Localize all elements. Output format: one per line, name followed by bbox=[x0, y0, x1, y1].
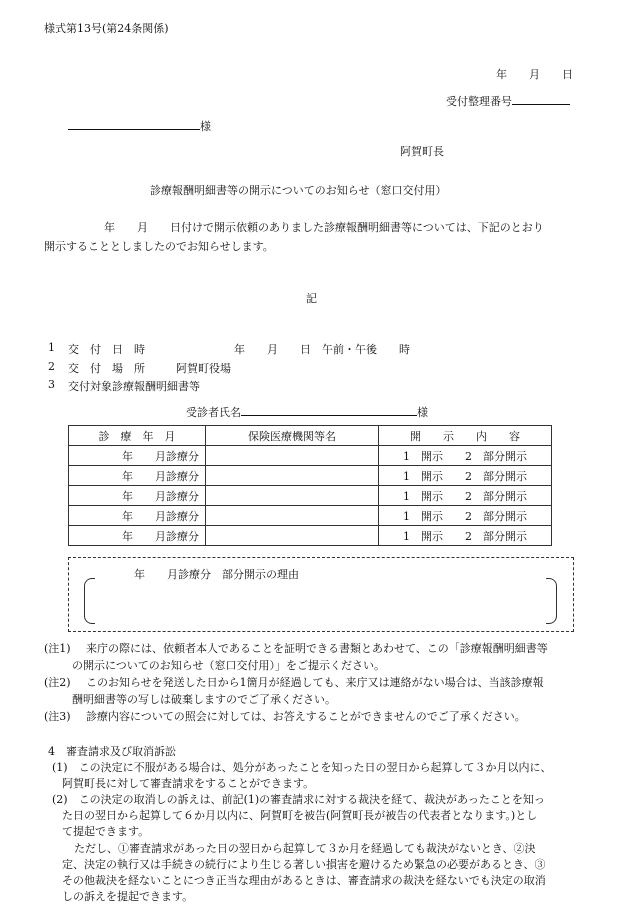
table-row bbox=[69, 506, 552, 526]
table-row bbox=[69, 446, 552, 466]
patient-name-suffix: 様 bbox=[417, 406, 428, 419]
patient-name-label: 受診者氏名 bbox=[186, 406, 241, 419]
appeal-p3-line-4: しの訴えを提起できます。 bbox=[62, 890, 194, 903]
appeal-p2-line-1: (2) この決定の取消しの訴えは、前記(1)の審査請求に対する裁決を経て、裁決があったことを知っ bbox=[52, 793, 545, 806]
appeal-p2-line-2: た日の翌日から起算して６か月以内に、阿賀町を被告(阿賀町長が被告の代表者となります。)とし bbox=[62, 809, 538, 822]
appeal-heading: 4 審査請求及び取消訴訟 bbox=[48, 745, 176, 758]
cell-institution[interactable] bbox=[206, 486, 379, 506]
item-3-label: 交付対象診療報酬明細書等 bbox=[68, 380, 200, 393]
item-2-label: 交 付 場 所 bbox=[68, 362, 145, 375]
cell-institution[interactable] bbox=[206, 446, 379, 466]
partial-disclosure-reason-field[interactable] bbox=[98, 580, 542, 620]
table-row bbox=[69, 526, 552, 546]
appeal-p3-line-2: 定、決定の執行又は手続きの続行により生じる著しい損害を避けるため緊急の必要があるとき、③ bbox=[62, 858, 546, 871]
receipt-number-label: 受付整理番号 bbox=[446, 95, 512, 108]
item-1-number: 1 bbox=[48, 341, 55, 354]
table-header-row bbox=[69, 426, 552, 446]
appeal-p3-line-1: ただし、①審査請求があった日の翌日から起算して３か月を経過しても裁決がないとき、②決 bbox=[74, 842, 536, 855]
patient-name-row bbox=[186, 403, 428, 420]
cell-visit-month: 年 月診療分 bbox=[69, 466, 206, 486]
note-2-line-2: 酬明細書等の写しは破棄しますのでご了承ください。 bbox=[72, 693, 336, 706]
note-2-tag: (注2) bbox=[44, 676, 71, 689]
cell-institution[interactable] bbox=[206, 526, 379, 546]
note-1-line-2: の開示についてのお知らせ（窓口交付用）」をご提示ください。 bbox=[72, 659, 385, 672]
document-title: 診療報酬明細書等の開示についてのお知らせ（窓口交付用） bbox=[150, 184, 447, 197]
note-2-line-1: このお知らせを発送した日から1箇月が経過しても、来庁又は連絡がない場合は、当該診療報 bbox=[86, 676, 544, 689]
appeal-p1-line-2: 阿賀町長に対して審査請求をすることができます。 bbox=[62, 777, 315, 790]
table-row bbox=[69, 486, 552, 506]
appeal-p1-line-1: (1) この決定に不服がある場合は、処分があったことを知った日の翌日から起算して３か月以内に、 bbox=[52, 761, 552, 774]
cell-disclosure-type[interactable]: 1 開示 2 部分開示 bbox=[379, 466, 552, 486]
date-line: 年 月 日 bbox=[496, 68, 573, 81]
header-institution: 保険医療機関等名 bbox=[206, 426, 379, 446]
note-1-tag: (注1) bbox=[44, 642, 71, 655]
item-2-value: 阿賀町役場 bbox=[176, 362, 231, 375]
item-1-value: 年 月 日 午前・午後 時 bbox=[234, 343, 410, 356]
cell-disclosure-type[interactable]: 1 開示 2 部分開示 bbox=[379, 446, 552, 466]
cell-disclosure-type[interactable]: 1 開示 2 部分開示 bbox=[379, 486, 552, 506]
note-3-line-1: 診療内容についての照会に対しては、お答えすることができませんのでご了承ください。 bbox=[86, 710, 526, 723]
appeal-p2-line-3: て提起できます。 bbox=[62, 825, 150, 838]
receipt-number-blank[interactable] bbox=[512, 92, 570, 105]
header-visit-month: 診 療 年 月 bbox=[69, 426, 206, 446]
item-2-number: 2 bbox=[48, 360, 55, 373]
patient-name-blank[interactable] bbox=[241, 403, 417, 416]
addressee-suffix: 様 bbox=[200, 120, 211, 133]
header-disclosure-content: 開 示 内 容 bbox=[379, 426, 552, 446]
intro-line-2: 開示することとしましたのでお知らせします。 bbox=[44, 240, 274, 253]
cell-institution[interactable] bbox=[206, 506, 379, 526]
receipt-number-row bbox=[446, 92, 570, 109]
cell-institution[interactable] bbox=[206, 466, 379, 486]
right-bracket bbox=[546, 578, 557, 624]
disclosure-table bbox=[68, 425, 552, 546]
cell-visit-month: 年 月診療分 bbox=[69, 446, 206, 466]
form-number: 様式第13号(第24条関係) bbox=[44, 22, 169, 35]
ki-heading: 記 bbox=[306, 292, 317, 305]
cell-visit-month: 年 月診療分 bbox=[69, 506, 206, 526]
appeal-p3-line-3: その他裁決を経ないことにつき正当な理由があるときは、審査請求の裁決を経ないでも決定の取消 bbox=[62, 874, 546, 887]
issuer: 阿賀町長 bbox=[400, 145, 444, 158]
note-3-tag: (注3) bbox=[44, 710, 71, 723]
note-1-line-1: 来庁の際には、依頼者本人であることを証明できる書類とあわせて、この「診療報酬明細書等 bbox=[86, 642, 548, 655]
addressee-row bbox=[68, 117, 211, 134]
left-bracket bbox=[84, 578, 95, 624]
item-1-label: 交 付 日 時 bbox=[68, 343, 145, 356]
cell-visit-month: 年 月診療分 bbox=[69, 526, 206, 546]
cell-visit-month: 年 月診療分 bbox=[69, 486, 206, 506]
addressee-blank[interactable] bbox=[68, 117, 200, 130]
item-3-number: 3 bbox=[48, 378, 55, 391]
cell-disclosure-type[interactable]: 1 開示 2 部分開示 bbox=[379, 506, 552, 526]
partial-disclosure-reason-label: 年 月診療分 部分開示の理由 bbox=[134, 568, 299, 581]
table-row bbox=[69, 466, 552, 486]
cell-disclosure-type[interactable]: 1 開示 2 部分開示 bbox=[379, 526, 552, 546]
intro-line-1: 年 月 日付けで開示依頼のありました診療報酬明細書等については、下記のとおり bbox=[104, 221, 544, 234]
